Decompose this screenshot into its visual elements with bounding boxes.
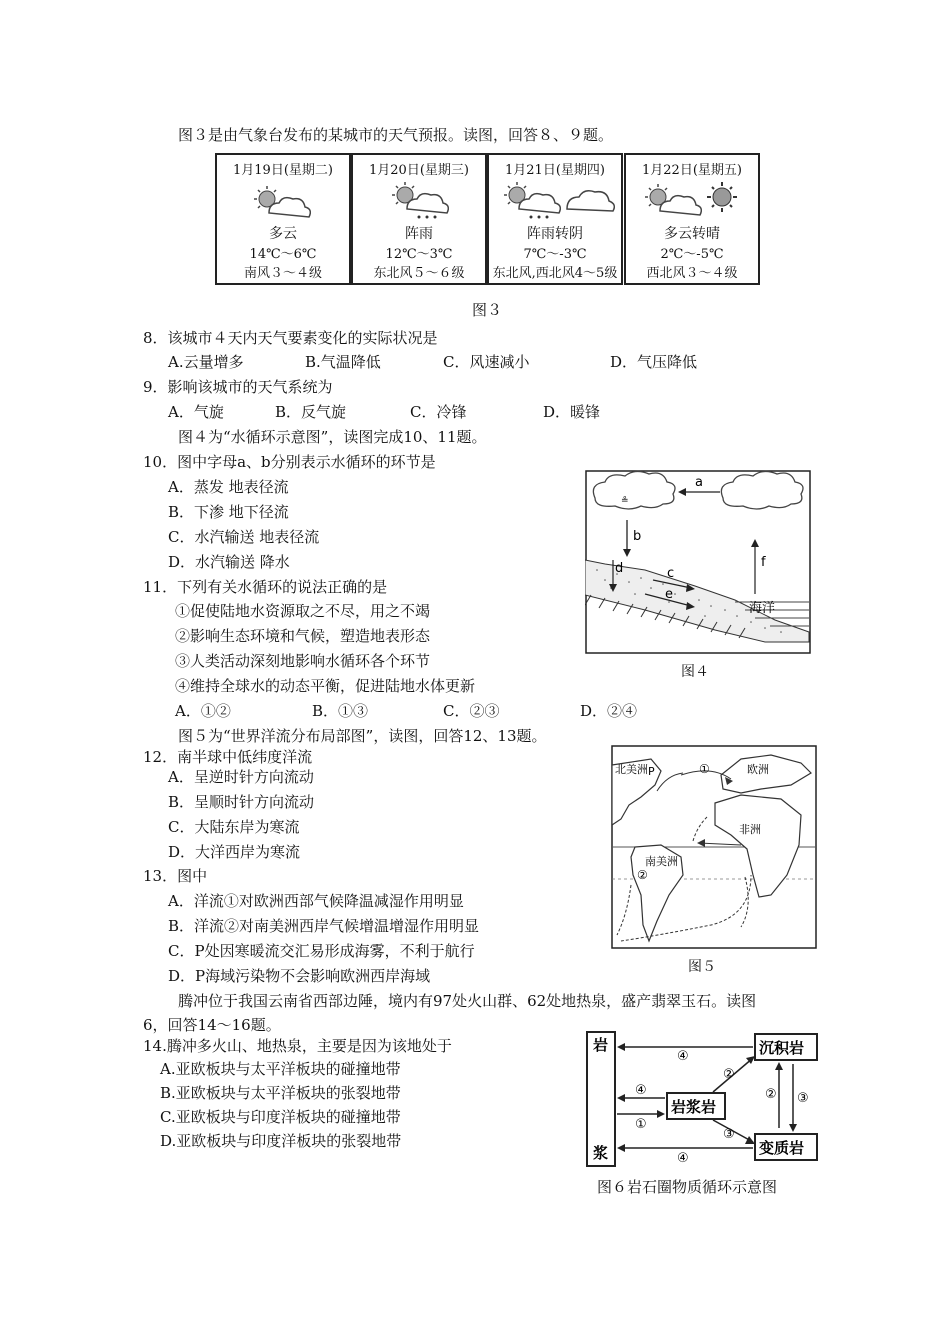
igneous-rock-label: 岩浆岩: [671, 1098, 717, 1116]
weather-temp: 2℃～-5℃: [660, 247, 724, 262]
fig5-label-p: P: [648, 765, 655, 778]
fig4-label-b: b: [633, 529, 642, 544]
q14-option-a: A.亚欧板块与太平洋板块的碰撞地带: [160, 1060, 401, 1078]
weather-temp: 7℃～-3℃: [523, 247, 587, 262]
q14-option-c: C.亚欧板块与印度洋板块的碰撞地带: [160, 1108, 401, 1126]
q8-option-c: C．风速减小: [443, 353, 530, 371]
rock-arrow-label-3: ②: [765, 1087, 777, 1102]
fig6-intro-line1: 腾冲位于我国云南省西部边陲，境内有97处火山群、62处地热泉，盛产翡翠玉石。读图: [178, 992, 757, 1010]
q12-stem: 12．南半球中低纬度洋流: [143, 748, 313, 766]
ocean-current-map: [611, 745, 817, 949]
water-cycle-diagram: [585, 470, 811, 654]
weather-date: 1月20日(星期三): [369, 163, 469, 178]
q13-option-a: A．洋流①对欧洲西部气候降温减湿作用明显: [168, 892, 464, 910]
rock-arrow-label-5: ①: [635, 1117, 647, 1132]
weather-temp: 14℃～6℃: [249, 247, 317, 262]
fig5-caption: 图５: [688, 959, 716, 975]
q12-option-a: A．呈逆时针方向流动: [168, 768, 314, 786]
q10-option-c: C．水汽输送 地表径流: [168, 528, 320, 546]
fig4-sea-label: 海洋: [749, 601, 776, 616]
fig5-label-africa: 非洲: [739, 823, 761, 836]
fig4-label-f: f: [761, 555, 766, 570]
fig5-label-current-2: ②: [637, 868, 648, 882]
q9-option-a: A．气旋: [168, 403, 224, 421]
q8-stem: 8．该城市４天内天气要素变化的实际状况是: [143, 329, 438, 347]
svg-text:≗: ≗: [621, 496, 629, 506]
q10-option-b: B．下渗 地下径流: [168, 503, 289, 521]
q9-option-b: B．反气旋: [275, 403, 347, 421]
weather-wind: 东北风,西北风4～5级: [492, 266, 618, 281]
weather-day-1: [215, 153, 351, 285]
fig4-intro: 图４为“水循环示意图”，读图完成10、11题。: [178, 428, 487, 446]
sedimentary-rock-label: 沉积岩: [759, 1039, 805, 1057]
q11-option-c: C．②③: [443, 702, 500, 720]
fig4-label-c: c: [667, 566, 675, 581]
rock-arrow-label-1: ④: [677, 1049, 689, 1064]
weather-day-4: [624, 153, 760, 285]
q8-option-a: A.云量增多: [168, 353, 244, 371]
weather-wind: 西北风３～４级: [646, 266, 738, 281]
weather-day-2: [351, 153, 487, 285]
weather-day-3: [487, 153, 623, 285]
q8-option-b: B.气温降低: [305, 353, 381, 371]
q11-option-d: D．②④: [580, 702, 638, 720]
q10-option-a: A．蒸发 地表径流: [168, 478, 289, 496]
weather-temp: 12℃～3℃: [385, 247, 453, 262]
q11-stem: 11．下列有关水循环的说法正确的是: [143, 578, 388, 596]
fig6-caption: 图６岩石圈物质循环示意图: [597, 1178, 778, 1196]
fig5-label-europe: 欧洲: [747, 763, 769, 776]
fig5-label-north-america: 北美洲: [615, 763, 648, 776]
fig6-intro-line2: 6，回答14～16题。: [143, 1016, 281, 1034]
fig5-label-current-1: ①: [699, 762, 710, 776]
q9-option-d: D．暖锋: [543, 403, 601, 421]
weather-condition: 多云转晴: [664, 226, 720, 242]
rock-arrow-label-2: ②: [723, 1067, 735, 1082]
q13-option-d: D．P海域污染物不会影响欧洲西岸海域: [168, 967, 431, 985]
q14-stem: 14.腾冲多火山、地热泉，主要是因为该地处于: [143, 1037, 452, 1055]
metamorphic-rock-label: 变质岩: [759, 1139, 805, 1157]
fig3-intro: 图３是由气象台发布的某城市的天气预报。读图，回答８、９题。: [178, 126, 614, 144]
q13-option-c: C．P处因寒暖流交汇易形成海雾，不利于航行: [168, 942, 475, 960]
weather-condition: 多云: [269, 226, 297, 242]
q11-option-a: A．①②: [175, 702, 231, 720]
fig5-label-south-america: 南美洲: [645, 855, 678, 868]
q9-stem: 9．影响该城市的天气系统为: [143, 378, 333, 396]
q9-option-c: C．冷锋: [410, 403, 467, 421]
rock-arrow-label-4: ④: [635, 1083, 647, 1098]
partly-cloudy-icon: [217, 179, 349, 223]
weather-date: 1月19日(星期二): [233, 163, 333, 178]
q11-item-4: ④维持全球水的动态平衡，促进陆地水体更新: [175, 677, 476, 695]
q14-option-d: D.亚欧板块与印度洋板块的张裂地带: [160, 1132, 402, 1150]
rock-cycle-diagram: [585, 1030, 825, 1170]
fig4-label-a: a: [695, 475, 703, 490]
weather-condition: 阵雨: [405, 226, 433, 242]
q8-option-d: D．气压降低: [610, 353, 698, 371]
partly-cloudy-sunny-icon: [626, 179, 758, 223]
rock-arrow-label-8: ④: [677, 1151, 689, 1166]
fig3-caption: 图３: [472, 301, 503, 319]
fig4-label-d: d: [615, 561, 624, 576]
q11-item-3: ③人类活动深刻地影响水循环各个环节: [175, 652, 431, 670]
rock-arrow-label-6: ③: [723, 1127, 735, 1142]
shower-overcast-icon: [489, 179, 621, 223]
weather-wind: 南风３～４级: [243, 266, 322, 281]
fig5-intro: 图５为“世界洋流分布局部图”，读图，回答12、13题。: [178, 727, 547, 745]
q11-item-1: ①促使陆地水资源取之不尽，用之不竭: [175, 602, 431, 620]
q10-stem: 10．图中字母a、b分别表示水循环的环节是: [143, 453, 436, 471]
q11-item-2: ②影响生态环境和气候，塑造地表形态: [175, 627, 431, 645]
weather-wind: 东北风５～６级: [373, 266, 465, 281]
q12-option-b: B．呈顺时针方向流动: [168, 793, 315, 811]
fig4-label-e: e: [665, 587, 673, 602]
q12-option-c: C．大陆东岸为寒流: [168, 818, 300, 836]
weather-condition: 阵雨转阴: [527, 226, 583, 242]
weather-date: 1月22日(星期五): [642, 163, 742, 178]
q11-option-b: B．①③: [312, 702, 369, 720]
magma-label-bottom: 浆: [593, 1144, 609, 1162]
q14-option-b: B.亚欧板块与太平洋板块的张裂地带: [160, 1084, 401, 1102]
rock-arrow-label-7: ③: [797, 1091, 809, 1106]
q12-option-d: D．大洋西岸为寒流: [168, 843, 301, 861]
weather-date: 1月21日(星期四): [505, 163, 605, 178]
q13-option-b: B．洋流②对南美洲西岸气候增温增湿作用明显: [168, 917, 480, 935]
shower-icon: [353, 179, 485, 223]
fig4-caption: 图４: [681, 664, 709, 680]
q13-stem: 13．图中: [143, 867, 208, 885]
q10-option-d: D．水汽输送 降水: [168, 553, 290, 571]
magma-label-top: 岩: [593, 1036, 609, 1054]
